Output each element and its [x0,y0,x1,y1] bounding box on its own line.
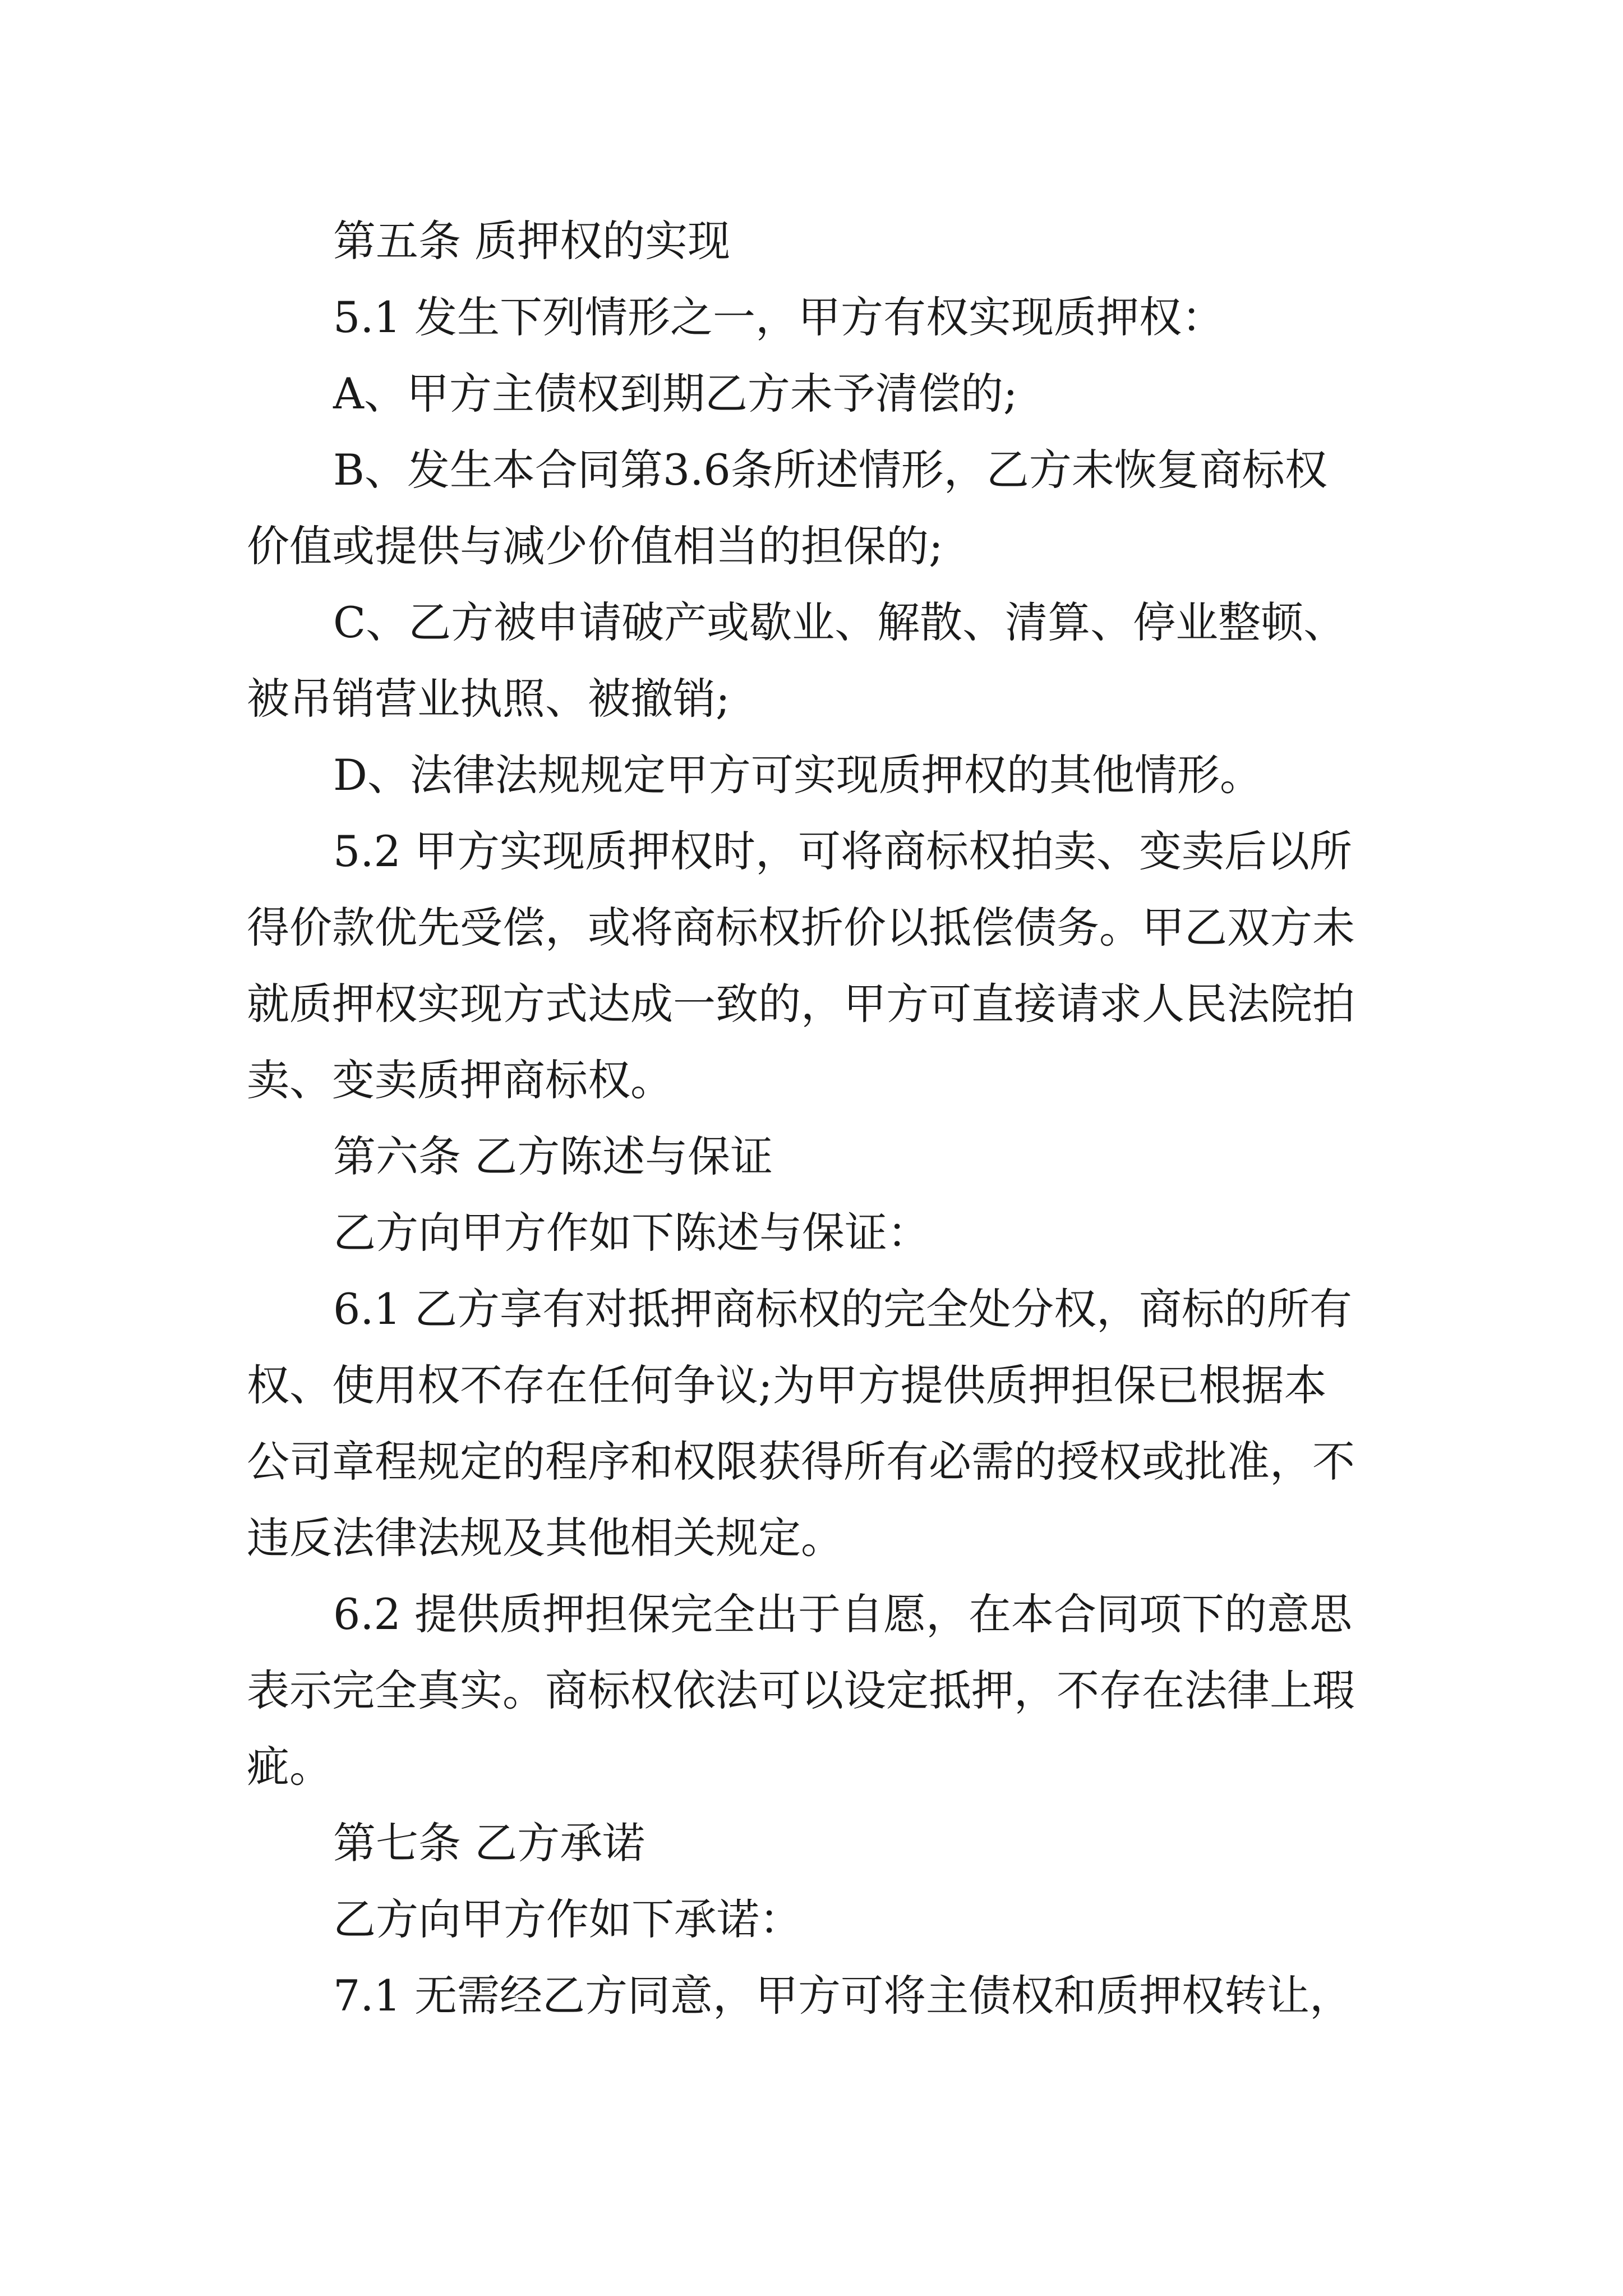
clause-5-1-d: D、法律法规规定甲方可实现质押权的其他情形。 [333,750,1262,800]
clause-5-1-a: A、甲方主债权到期乙方未予清偿的; [333,369,1018,418]
article-7-heading: 第七条 乙方承诺 [333,1818,645,1868]
clause-7-1: 7.1 无需经乙方同意，甲方可将主债权和质押权转让， [333,1971,1353,2021]
clause-5-2-cont-2: 就质押权实现方式达成一致的，甲方可直接请求人民法院拍 [247,979,1355,1029]
clause-5-1-c: C、乙方被申请破产或歇业、解散、清算、停业整顿、 [333,597,1347,647]
clause-6-1-cont-2: 公司章程规定的程序和权限获得所有必需的授权或批准，不 [247,1437,1355,1487]
clause-5-1-b-cont: 价值或提供与减少价值相当的担保的; [247,521,943,571]
clause-6-2-cont-1: 表示完全真实。商标权依法可以设定抵押，不存在法律上瑕 [247,1665,1355,1715]
article-6-heading: 第六条 乙方陈述与保证 [333,1131,773,1181]
clause-6-1-cont-1: 权、使用权不存在任何争议;为甲方提供质押担保已根据本 [247,1360,1327,1410]
clause-6-1-cont-3: 违反法律法规及其他相关规定。 [247,1513,843,1563]
clause-6-2: 6.2 提供质押担保完全出于自愿，在本合同项下的意思 [333,1589,1353,1639]
clause-5-2-cont-1: 得价款优先受偿，或将商标权折价以抵偿债务。甲乙双方未 [247,903,1355,953]
article-5-heading: 第五条 质押权的实现 [333,216,731,266]
clause-5-1-c-cont: 被吊销营业执照、被撤销; [247,674,730,724]
clause-5-2-cont-3: 卖、变卖质押商标权。 [247,1055,673,1105]
clause-5-1: 5.1 发生下列情形之一，甲方有权实现质押权： [333,292,1225,342]
article-6-intro: 乙方向甲方作如下陈述与保证： [333,1208,930,1258]
clause-5-1-b: B、发生本合同第3.6条所述情形，乙方未恢复商标权 [333,445,1327,495]
clause-5-2: 5.2 甲方实现质押权时，可将商标权拍卖、变卖后以所 [333,826,1353,876]
clause-6-2-cont-2: 疵。 [247,1742,332,1792]
article-7-intro: 乙方向甲方作如下承诺： [333,1894,802,1944]
clause-6-1: 6.1 乙方享有对抵押商标权的完全处分权，商标的所有 [333,1284,1353,1334]
